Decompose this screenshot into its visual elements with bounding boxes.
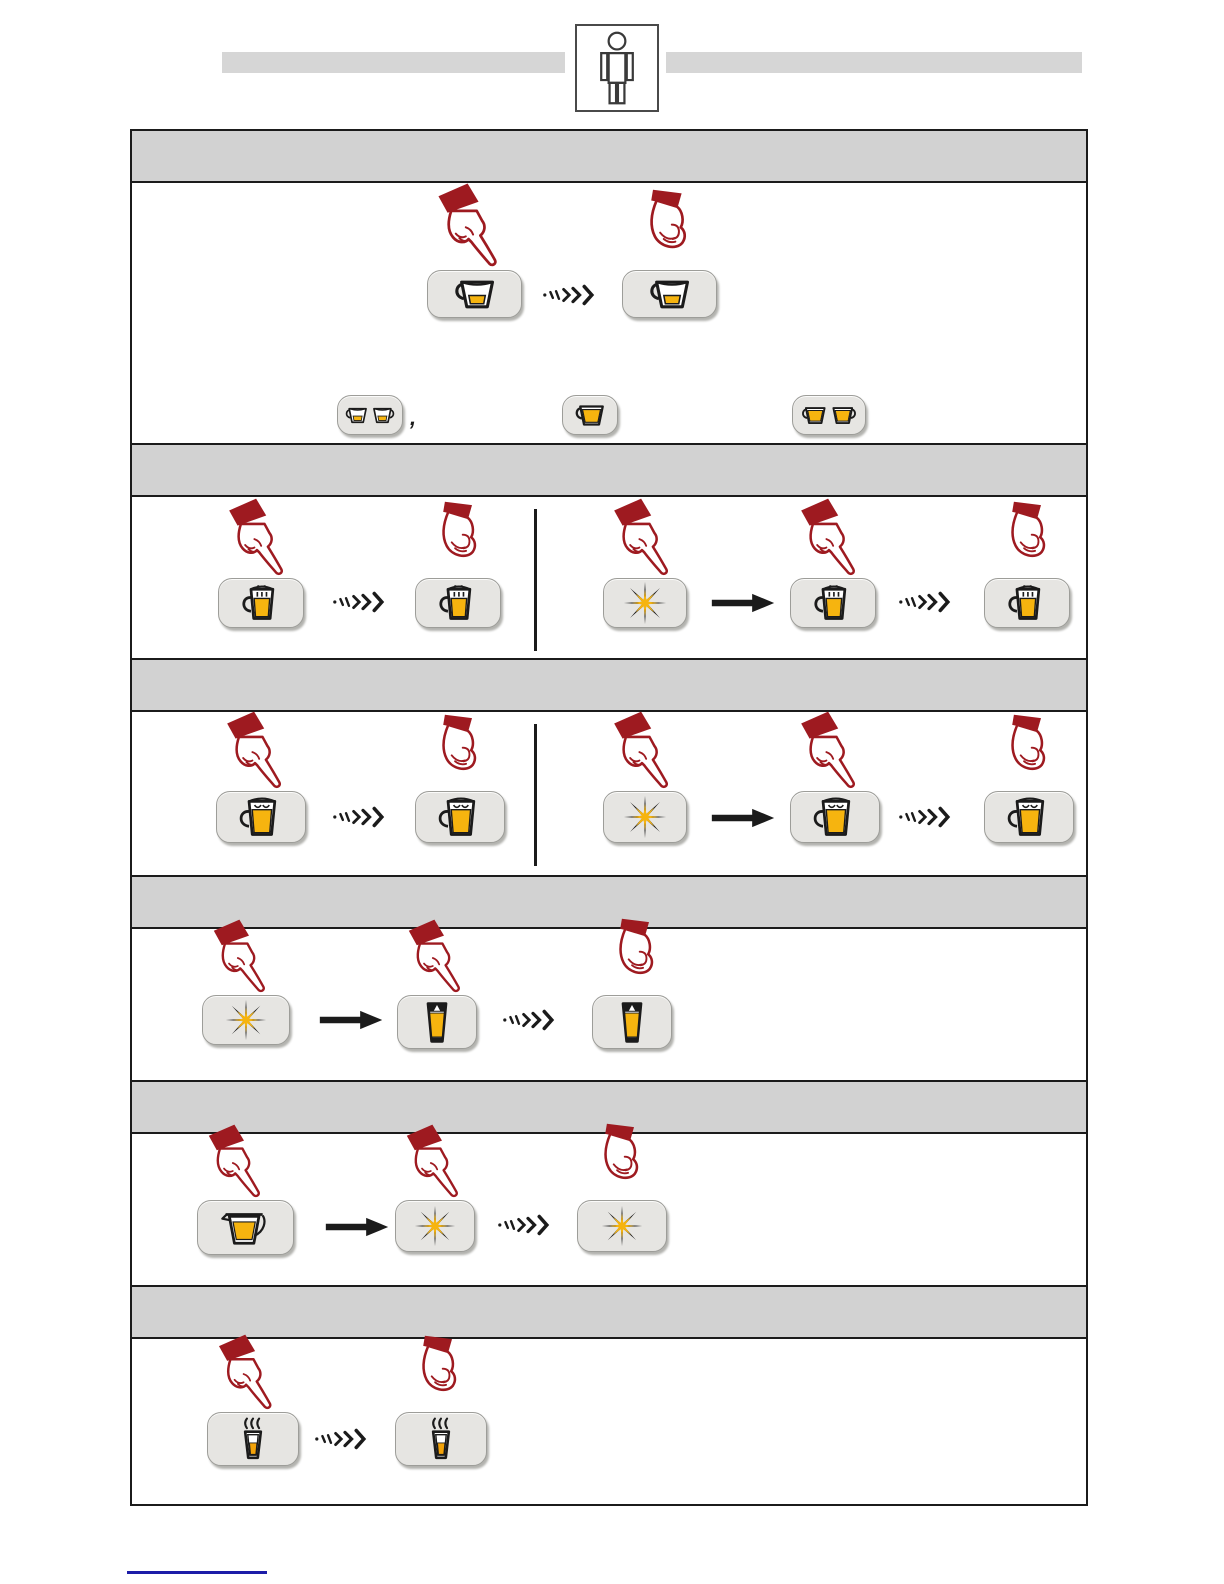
dashed-arrow-icon bbox=[502, 1007, 564, 1033]
instruction-table bbox=[130, 129, 1088, 1506]
hot-water-icon bbox=[425, 1416, 457, 1463]
star-button[interactable] bbox=[603, 791, 687, 843]
hand-press-icon bbox=[796, 710, 872, 790]
hand-press-icon bbox=[609, 710, 685, 790]
dashed-arrow-icon bbox=[332, 589, 394, 615]
two-filled-cups-button[interactable] bbox=[792, 395, 866, 435]
milk-jug-button[interactable] bbox=[197, 1200, 294, 1255]
star-button[interactable] bbox=[202, 995, 290, 1045]
section-hot-water bbox=[132, 1339, 1086, 1504]
section-milk-drink bbox=[132, 929, 1086, 1080]
dashed-arrow-icon bbox=[497, 1212, 559, 1238]
long-coffee-button[interactable] bbox=[984, 791, 1074, 843]
solid-arrow-icon bbox=[318, 1009, 384, 1031]
star-button[interactable] bbox=[603, 578, 687, 628]
hot-water-button[interactable] bbox=[207, 1412, 299, 1466]
large-mug-icon bbox=[1006, 794, 1052, 840]
two-espresso-cups-icon bbox=[343, 405, 397, 426]
coffee-mug-icon bbox=[1006, 582, 1048, 624]
hand-press-icon bbox=[222, 710, 298, 790]
dashed-arrow-icon bbox=[898, 804, 960, 830]
large-mug-icon bbox=[437, 794, 483, 840]
star-button[interactable] bbox=[577, 1200, 667, 1252]
hand-press-icon bbox=[224, 497, 300, 577]
star-icon bbox=[623, 795, 667, 839]
long-coffee-button[interactable] bbox=[216, 791, 306, 843]
latte-glass-button[interactable] bbox=[592, 995, 672, 1049]
hand-release-icon bbox=[431, 713, 491, 785]
section-espresso bbox=[132, 183, 1086, 443]
long-coffee-button[interactable] bbox=[790, 791, 880, 843]
hand-press-icon bbox=[796, 497, 872, 577]
section-header-long-coffee bbox=[132, 658, 1086, 712]
solid-arrow-icon bbox=[324, 1216, 390, 1238]
espresso-button[interactable] bbox=[622, 270, 717, 318]
hand-press-icon bbox=[403, 918, 477, 994]
dashed-arrow-icon bbox=[314, 1426, 376, 1452]
coffee-mug-icon bbox=[437, 582, 479, 624]
milk-jug-icon bbox=[221, 1206, 271, 1249]
section-header-espresso bbox=[132, 131, 1086, 183]
hand-press-icon bbox=[609, 497, 685, 577]
filled-cup-icon bbox=[572, 402, 608, 429]
footnote-rule bbox=[127, 1571, 267, 1574]
solid-arrow-icon bbox=[710, 807, 776, 829]
coffee-mug-icon bbox=[240, 582, 282, 624]
latte-glass-icon bbox=[614, 1000, 650, 1045]
two-espresso-button[interactable] bbox=[337, 395, 403, 435]
hand-press-icon bbox=[208, 918, 282, 994]
section-milk-jug bbox=[132, 1134, 1086, 1285]
coffee-button[interactable] bbox=[984, 578, 1070, 628]
star-button[interactable] bbox=[395, 1200, 475, 1252]
section-header-milk-jug bbox=[132, 1080, 1086, 1134]
hand-press-icon bbox=[203, 1123, 277, 1199]
section-header-coffee bbox=[132, 443, 1086, 497]
hand-release-icon bbox=[638, 188, 702, 264]
section-coffee bbox=[132, 497, 1086, 658]
dashed-arrow-icon bbox=[542, 282, 604, 308]
separator-comma: , bbox=[410, 405, 417, 430]
coffee-button[interactable] bbox=[415, 578, 501, 628]
dashed-arrow-icon bbox=[898, 589, 960, 615]
latte-glass-icon bbox=[419, 1000, 455, 1045]
solid-arrow-icon bbox=[710, 592, 776, 614]
star-icon bbox=[225, 999, 267, 1041]
top-left-gray-bar bbox=[222, 52, 565, 73]
two-filled-cups-icon bbox=[799, 404, 859, 427]
hand-release-icon bbox=[1000, 500, 1060, 572]
espresso-button[interactable] bbox=[427, 270, 522, 318]
coffee-mug-icon bbox=[812, 582, 854, 624]
espresso-cup-icon bbox=[450, 276, 500, 313]
top-right-gray-bar bbox=[666, 52, 1082, 73]
section-header-milk-drink bbox=[132, 875, 1086, 929]
section-long-coffee bbox=[132, 712, 1086, 875]
hand-press-icon bbox=[401, 1123, 475, 1199]
large-mug-icon bbox=[238, 794, 284, 840]
coffee-button[interactable] bbox=[218, 578, 304, 628]
coffee-button[interactable] bbox=[790, 578, 876, 628]
latte-glass-button[interactable] bbox=[397, 995, 477, 1049]
one-filled-cup-button[interactable] bbox=[562, 395, 618, 435]
person-pictogram-box bbox=[575, 24, 659, 112]
long-coffee-button[interactable] bbox=[415, 791, 505, 843]
espresso-cup-icon bbox=[645, 276, 695, 313]
hand-release-icon bbox=[1000, 713, 1060, 785]
hand-press-icon bbox=[433, 181, 515, 269]
column-divider bbox=[534, 509, 537, 651]
large-mug-icon bbox=[812, 794, 858, 840]
hot-water-icon bbox=[237, 1416, 269, 1463]
star-icon bbox=[414, 1205, 456, 1247]
hand-release-icon bbox=[431, 500, 491, 572]
hot-water-button[interactable] bbox=[395, 1412, 487, 1466]
hand-release-icon bbox=[411, 1334, 471, 1406]
dashed-arrow-icon bbox=[332, 804, 394, 830]
star-icon bbox=[623, 581, 667, 625]
hand-press-icon bbox=[213, 1333, 289, 1411]
star-icon bbox=[601, 1205, 643, 1247]
person-icon bbox=[586, 29, 648, 107]
section-header-hot-water bbox=[132, 1285, 1086, 1339]
column-divider bbox=[534, 724, 537, 866]
